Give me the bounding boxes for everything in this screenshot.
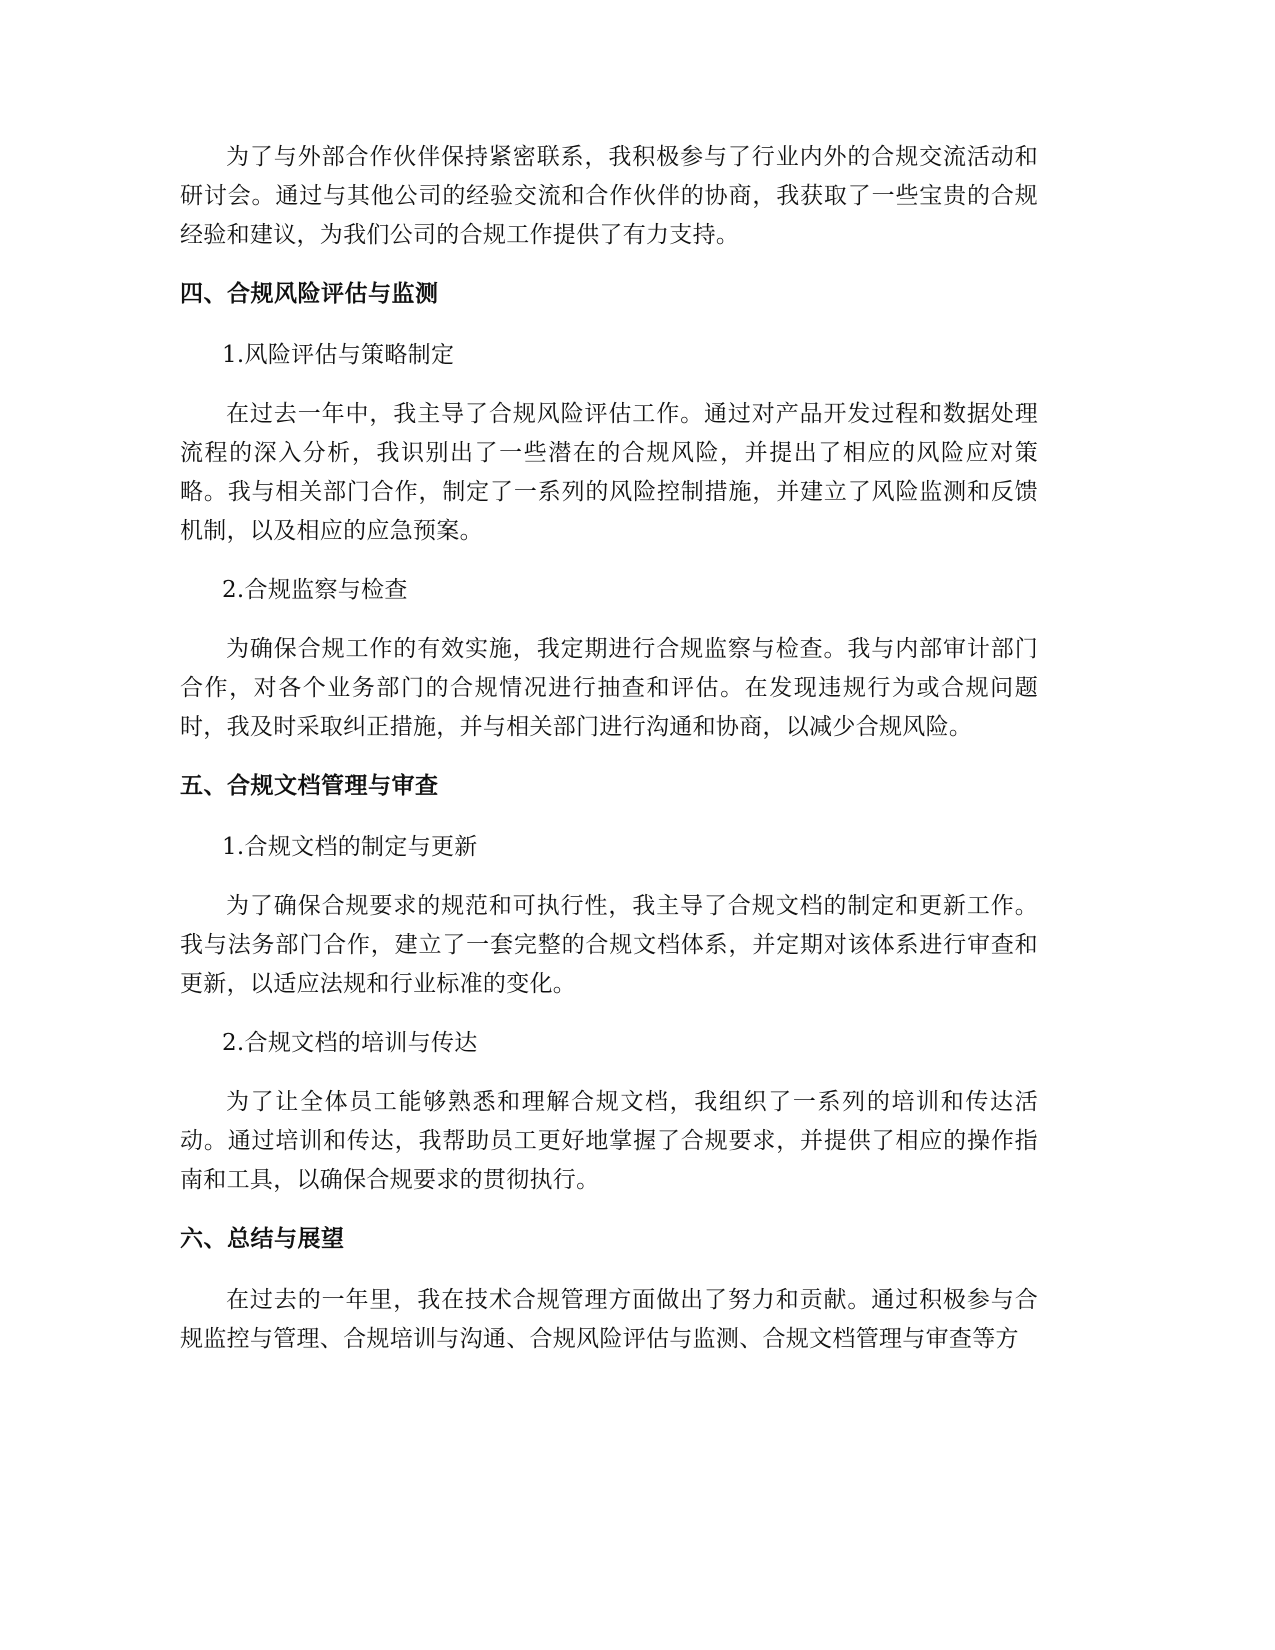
section-6-paragraph: 在过去的一年里，我在技术合规管理方面做出了努力和贡献。通过积极参与合规监控与管理、合规培训与沟通、合规风险评估与监测、合规文档管理与审查等方 — [180, 1287, 1038, 1352]
section-4-subheading-2: 2.合规监察与检查 — [222, 577, 408, 603]
section-4-paragraph-2: 为确保合规工作的有效实施，我定期进行合规监察与检查。我与内部审计部门合作，对各个业务部门的合规情况进行抽查和评估。在发现违规行为或合规问题时，我及时采取纠正措施，并与相关部门进行沟通和协商，以减少合规风险。 — [180, 636, 1038, 740]
section-4-subheading-1: 1.风险评估与策略制定 — [222, 342, 455, 368]
section-4-paragraph-1: 在过去一年中，我主导了合规风险评估工作。通过对产品开发过程和数据处理流程的深入分析，我识别出了一些潜在的合规风险，并提出了相应的风险应对策略。我与相关部门合作，制定了一系列的风险控制措施，并建立了风险监测和反馈机制，以及相应的应急预案。 — [180, 401, 1038, 544]
section-6-heading: 六、总结与展望 — [180, 1226, 345, 1252]
document-page — [180, 138, 1038, 1379]
section-4-heading: 四、合规风险评估与监测 — [180, 281, 439, 307]
section-5-paragraph-2: 为了让全体员工能够熟悉和理解合规文档，我组织了一系列的培训和传达活动。通过培训和传达，我帮助员工更好地掌握了合规要求，并提供了相应的操作指南和工具，以确保合规要求的贯彻执行。 — [180, 1089, 1038, 1193]
section-5-paragraph-1: 为了确保合规要求的规范和可执行性，我主导了合规文档的制定和更新工作。我与法务部门合作，建立了一套完整的合规文档体系，并定期对该体系进行审查和更新，以适应法规和行业标准的变化。 — [180, 893, 1038, 997]
section-5-subheading-2: 2.合规文档的培训与传达 — [222, 1030, 478, 1056]
section-5-subheading-1: 1.合规文档的制定与更新 — [222, 834, 478, 860]
intro-paragraph: 为了与外部合作伙伴保持紧密联系，我积极参与了行业内外的合规交流活动和研讨会。通过与其他公司的经验交流和合作伙伴的协商，我获取了一些宝贵的合规经验和建议，为我们公司的合规工作提供了有力支持。 — [180, 144, 1038, 248]
section-5-heading: 五、合规文档管理与审查 — [180, 773, 439, 799]
